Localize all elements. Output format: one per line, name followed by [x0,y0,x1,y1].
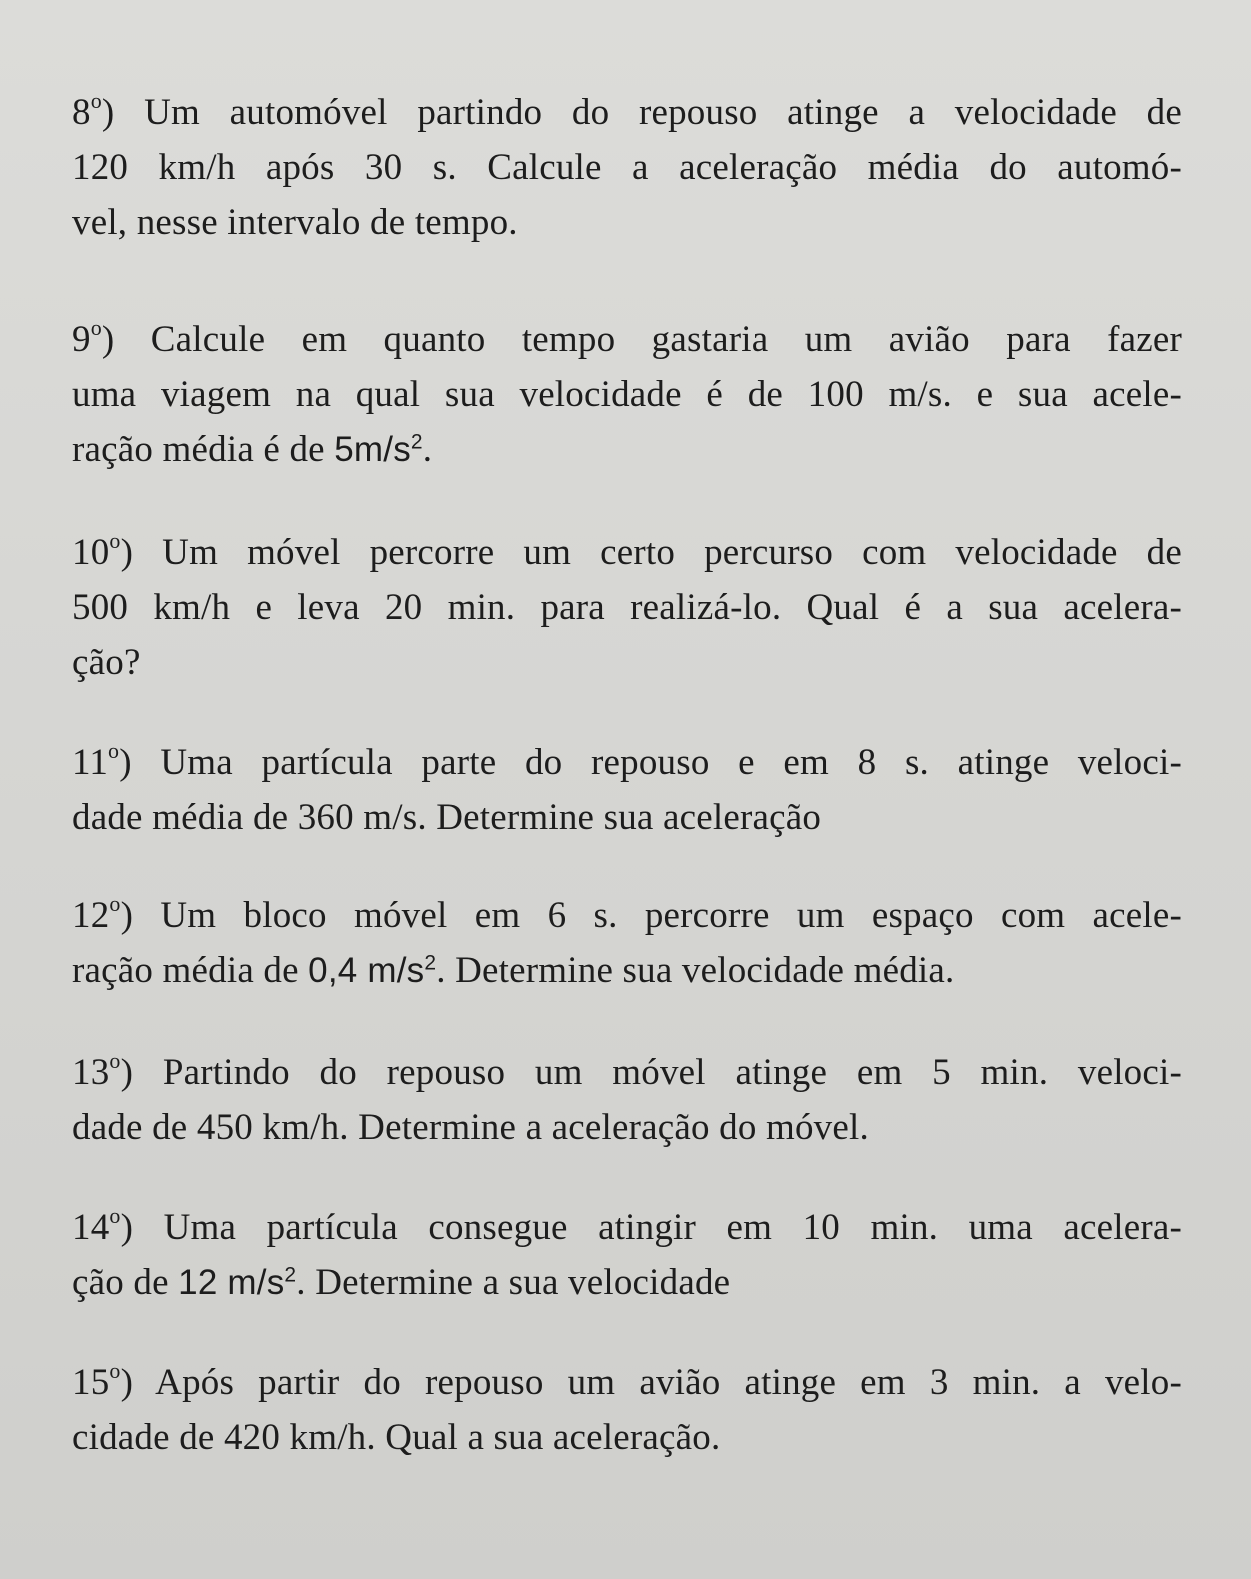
problem-number: 13 [72,1052,110,1093]
acceleration-unit [308,951,436,990]
unit-value: 5m/s [334,430,411,469]
problem-text: ) Uma partícula parte do repouso e em 8 s. atinge veloci- [119,742,1182,783]
problem-text: ) Após partir do repouso um avião atinge em 3 min. a velo- [120,1362,1182,1403]
problem-10 [72,525,1182,690]
problem-line: 500 km/h e leva 20 min. para realizá-lo. Qual é a sua acelera- [72,587,1182,628]
problem-number: 9 [72,319,91,360]
problem-text: ) Um móvel percorre um certo percurso com velocidade de [120,532,1182,573]
problem-line [72,312,1182,367]
problem-line [72,1200,1182,1255]
problem-13 [72,1045,1182,1155]
problem-text-tail: . [422,429,433,470]
unit-exponent: 2 [410,430,423,454]
degree-mark: o [109,1203,121,1228]
degree-mark: o [108,738,120,763]
problem-line [72,1045,1182,1100]
degree-mark: o [90,88,102,113]
problem-line [72,943,1182,998]
problem-number: 11 [72,742,109,783]
problem-line: dade de 450 km/h. Determine a aceleração do móvel. [72,1107,869,1148]
problem-line: cidade de 420 km/h. Qual a sua aceleração. [72,1417,721,1458]
unit-exponent: 2 [284,1263,297,1287]
problem-text: ração média de [72,950,309,991]
problem-line [72,85,1182,140]
problem-text: ) Um bloco móvel em 6 s. percorre um espaço com acele- [120,895,1182,936]
problem-line [72,888,1182,943]
problem-line: uma viagem na qual sua velocidade é de 100 m/s. e sua acele- [72,374,1182,415]
problem-11 [72,735,1182,845]
acceleration-unit [178,1263,296,1302]
problem-line [72,735,1182,790]
problem-9 [72,312,1182,477]
unit-value: 12 m/s [178,1263,285,1302]
problem-line: vel, nesse intervalo de tempo. [72,202,518,243]
unit-exponent: 2 [424,951,437,975]
problem-line [72,422,1182,477]
problem-text-tail: . Determine a sua velocidade [296,1262,731,1303]
problem-8 [72,85,1182,250]
problem-text-tail: . Determine sua velocidade média. [436,950,955,991]
problem-text: ) Uma partícula consegue atingir em 10 min. uma acelera- [120,1207,1182,1248]
problem-12 [72,888,1182,998]
problem-text: ) Partindo do repouso um móvel atinge em 5 min. veloci- [120,1052,1182,1093]
degree-mark: o [109,891,121,916]
problem-line: ção? [72,642,141,683]
problem-text: ) Um automóvel partindo do repouso atinge a velocidade de [101,92,1182,133]
problem-text: ) Calcule em quanto tempo gastaria um avião para fazer [101,319,1182,360]
problem-line: dade média de 360 m/s. Determine sua aceleração [72,797,822,838]
problem-text: ração média é de [72,429,335,470]
problem-number: 12 [72,895,110,936]
acceleration-unit [334,430,423,469]
degree-mark: o [109,528,121,553]
problem-line [72,1255,1182,1310]
degree-mark: o [109,1358,121,1383]
unit-value: 0,4 m/s [308,951,425,990]
problem-text: ção de [72,1262,179,1303]
problem-number: 8 [72,92,91,133]
problem-number: 15 [72,1362,110,1403]
problem-number: 10 [72,532,110,573]
problem-14 [72,1200,1182,1310]
problem-line [72,525,1182,580]
problem-line: 120 km/h após 30 s. Calcule a aceleração média do automó- [72,147,1182,188]
degree-mark: o [90,315,102,340]
problem-number: 14 [72,1207,110,1248]
problem-line [72,1355,1182,1410]
problem-15 [72,1355,1182,1465]
degree-mark: o [109,1048,121,1073]
